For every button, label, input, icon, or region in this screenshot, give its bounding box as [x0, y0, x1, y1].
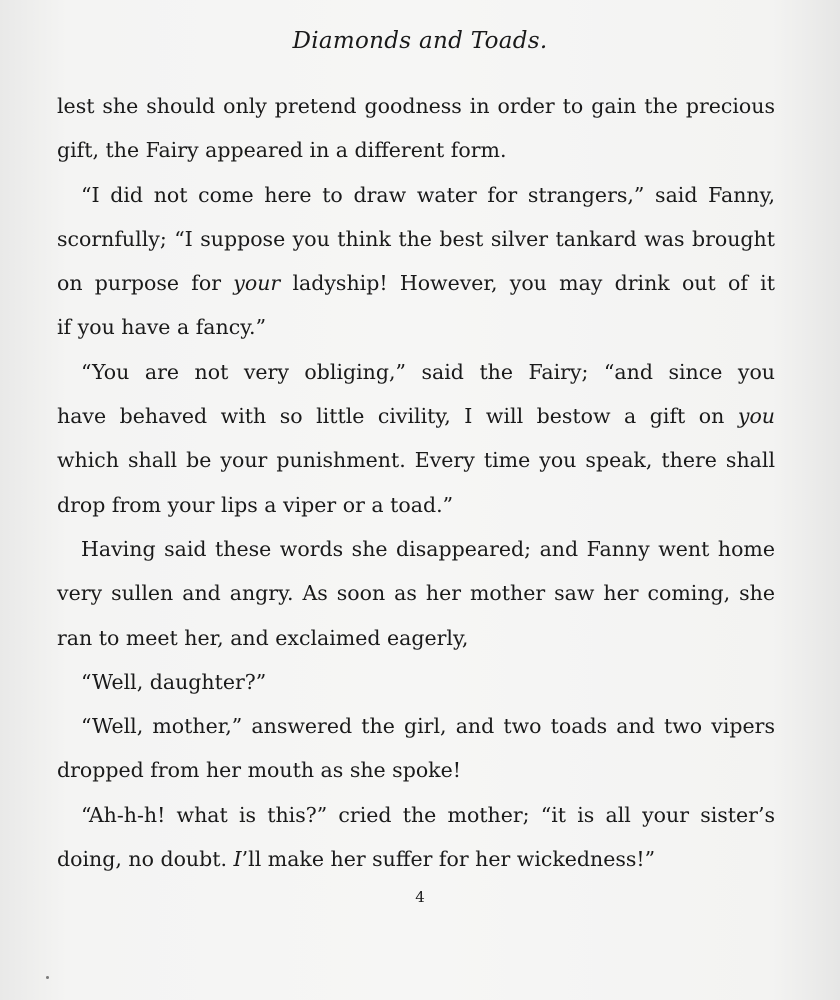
text-line: if you have a fancy.”: [57, 315, 267, 340]
text-line: “Ah-h-h! what is this?” cried the mother; “it is all your sister’s: [81, 802, 775, 827]
text-line: “Well, mother,” answered the girl, and two toads and two vipers: [81, 714, 775, 739]
print-speck: [46, 976, 49, 979]
text-line: ran to meet her, and exclaimed eagerly,: [57, 625, 469, 650]
text-line: “Well, daughter?”: [81, 669, 267, 694]
text-line: “You are not very obliging,” said the Fairy; “and since you: [81, 359, 775, 384]
text-line: [57, 837, 775, 881]
text-segment: ’ll make her suffer for her wickedness!”: [241, 847, 656, 872]
page-number: 4: [415, 888, 425, 906]
text-line: drop from your lips a viper or a toad.”: [57, 492, 454, 517]
italic-emphasis: I: [233, 847, 242, 872]
text-segment: have behaved with so little civility, I will bestow a gift on: [57, 404, 738, 429]
text-line: scornfully; “I suppose you think the best silver tankard was brought: [57, 226, 775, 251]
text-line: [57, 394, 775, 438]
italic-emphasis: your: [233, 271, 281, 296]
running-head: Diamonds and Toads.: [292, 28, 548, 54]
text-line: lest she should only pretend goodness in order to gain the precious: [57, 94, 775, 118]
text-line: Having said these words she disappeared; and Fanny went home: [81, 536, 775, 561]
text-line: “I did not come here to draw water for strangers,” said Fanny,: [81, 182, 775, 207]
text-line: dropped from her mouth as she spoke!: [57, 758, 461, 783]
text-line: gift, the Fairy appeared in a different form.: [57, 138, 507, 163]
text-segment: doing, no doubt.: [57, 847, 234, 872]
text-line: which shall be your punishment. Every time you speak, there shall: [57, 448, 775, 473]
text-line: [57, 261, 775, 305]
italic-emphasis: you: [737, 404, 775, 429]
body-text: [57, 84, 775, 881]
text-line: very sullen and angry. As soon as her mother saw her coming, she: [57, 581, 775, 606]
text-segment: ladyship! However, you may drink out of it: [280, 271, 775, 296]
text-segment: on purpose for: [57, 271, 234, 296]
